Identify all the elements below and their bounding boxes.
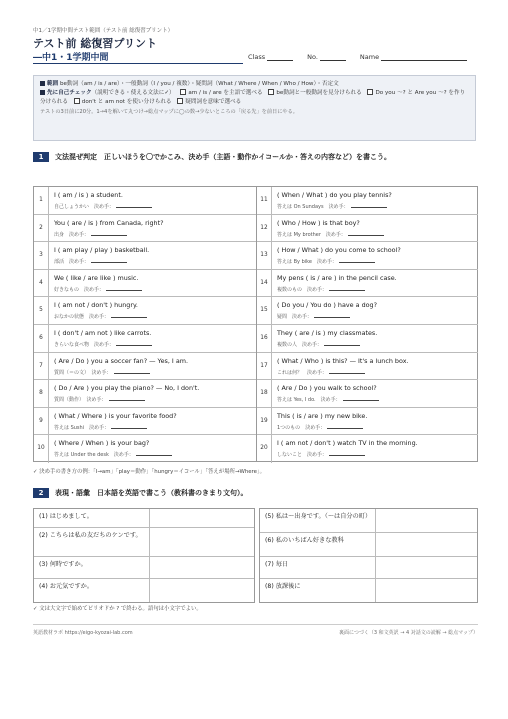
question-hint (277, 451, 365, 458)
question-row (257, 215, 478, 243)
vocab-answer-box[interactable] (375, 533, 477, 556)
vocab-answer-box[interactable] (149, 528, 254, 556)
answer-blank[interactable] (114, 369, 150, 374)
question-row (34, 270, 256, 298)
scope-text: be動詞（am / is / are）・一般動詞（I / you / 複数）・疑問詞（What / Where / When / Who / How）・否定文 (59, 81, 339, 87)
check-item: am / is / are を主語で選べる (188, 90, 263, 97)
vocab-row (260, 533, 477, 557)
page-subtitle: ―中1・1学期中間 (33, 53, 109, 63)
hint-text: 疑問 (277, 314, 288, 321)
footer-site: 英語教材ラボ https://eigo-kyozai-lab.com (33, 630, 133, 636)
hint-text: しないこと (277, 452, 303, 459)
question-row (34, 215, 256, 243)
answer-blank[interactable] (91, 258, 127, 263)
hint-label: 決め手： (91, 369, 112, 376)
question-text[interactable]: This ( is / are ) my new bike. (277, 411, 368, 420)
question-row (257, 435, 478, 463)
number-field[interactable] (307, 53, 346, 61)
number-blank[interactable] (320, 55, 346, 61)
question-hint (54, 203, 152, 210)
question-number: 5 (34, 297, 49, 324)
checkbox-icon[interactable] (74, 98, 80, 104)
class-field[interactable] (248, 53, 293, 61)
checkbox-icon[interactable] (367, 89, 373, 95)
answer-blank[interactable] (106, 286, 142, 291)
question-row (257, 325, 478, 353)
question-number: 16 (257, 325, 272, 352)
question-hint (277, 313, 350, 320)
question-row (257, 408, 478, 436)
name-field[interactable] (360, 53, 467, 61)
answer-blank[interactable] (339, 258, 375, 263)
question-number: 2 (34, 215, 49, 242)
hint-label: 決め手： (305, 424, 326, 431)
question-text[interactable]: I ( am not / don't ) hungry. (54, 301, 138, 310)
question-hint (54, 424, 147, 431)
vocab-answer-box[interactable] (149, 509, 254, 527)
section-1-heading (33, 152, 478, 162)
question-hint (277, 341, 360, 348)
hint-text: 部活 (54, 259, 65, 266)
question-number: 6 (34, 325, 49, 352)
hint-label: 決め手： (320, 397, 341, 404)
question-text[interactable]: ( What / Where ) is your favorite food? (54, 411, 177, 420)
question-row (34, 380, 256, 408)
question-number: 4 (34, 270, 49, 297)
question-hint (277, 231, 384, 238)
vocab-answer-box[interactable] (375, 557, 477, 578)
hint-text: 自己しょうかい (54, 204, 90, 210)
question-number: 7 (34, 353, 49, 380)
question-text[interactable]: ( Do you / You do ) have a dog? (277, 301, 377, 310)
answer-blank[interactable] (116, 341, 152, 346)
hint-text: 好きなもの (54, 286, 80, 293)
question-hint (277, 369, 365, 376)
answer-blank[interactable] (111, 313, 147, 318)
hint-text: 答えは By bike (277, 259, 312, 266)
hint-label: 決め手： (89, 314, 110, 321)
question-text[interactable]: ( Are / Do ) you a soccer fan? — Yes, I am. (54, 356, 189, 365)
question-number: 17 (257, 353, 272, 380)
question-row (257, 380, 478, 408)
vocab-row (260, 579, 477, 602)
question-number: 14 (257, 270, 272, 297)
vocab-prompt: (3) 何時ですか。 (39, 561, 87, 568)
class-label: Class (248, 53, 266, 61)
checkbox-icon[interactable] (180, 89, 186, 95)
info-box (33, 75, 476, 141)
vocab-prompt: (4) お元気ですか。 (39, 583, 94, 590)
section-number-badge: 2 (33, 488, 49, 498)
question-number: 18 (257, 380, 272, 407)
self-check-label: 先に自己チェック (47, 90, 92, 97)
vocab-prompt: (2) こちらは私の友だちのケンです。 (39, 532, 142, 539)
question-hint (54, 313, 147, 320)
question-hint (54, 231, 127, 238)
check-item: Do you ～? と Are you ～? を作り分けられる (40, 90, 466, 106)
question-text[interactable]: You ( are / is ) from Canada, right? (54, 218, 164, 227)
scope-label: 範囲 (47, 81, 59, 87)
hint-text: おなかの状態 (54, 314, 85, 321)
question-column-right (256, 187, 478, 461)
question-text[interactable]: ( What / Who ) is this? — It's a lunch box. (277, 356, 409, 365)
hint-label: 決め手： (302, 342, 323, 348)
hint-text: 答えは On Sundays (277, 204, 324, 210)
top-note: 中1／1学期中間テスト範囲（テスト前 総復習プリント） (33, 28, 174, 34)
answer-blank[interactable] (329, 369, 365, 374)
vocab-prompt: (7) 毎日 (265, 561, 289, 568)
question-hint (54, 451, 172, 458)
hint-text: 答えは My brother (277, 231, 321, 238)
answer-blank[interactable] (111, 424, 147, 429)
vocab-grid (33, 508, 478, 603)
section-2-title: 表現・語彙 日本語を英語で書こう（教科書のきまり文句）。 (55, 489, 248, 497)
vocab-prompt: (8) 放課後に (265, 583, 301, 590)
answer-blank[interactable] (109, 396, 145, 401)
section-1-title: 文法混ぜ判定 正しいほうを〇でかこみ、決め手（主語・動作かイコールか・答えの内容など）を書こう。 (55, 153, 391, 161)
hint-label: 決め手： (69, 231, 90, 238)
check-item: don't と am not を使い分けられる (81, 99, 172, 106)
hint-text: 複数の人 (277, 342, 298, 348)
hint-text: 答えは Yes, I do. (277, 397, 316, 404)
question-hint (54, 369, 150, 376)
question-row (34, 325, 256, 353)
hint-label: 決め手： (69, 259, 90, 266)
question-text[interactable]: I ( am not / don't ) watch TV in the morning. (277, 439, 418, 448)
section-1-note: ✓ 決め手の書き方の例：「I→am」「play＝動作」「hungry＝イコール」「答えが場所→Where」。 (33, 469, 266, 475)
hint-label: 決め手： (86, 397, 107, 404)
question-number: 3 (34, 242, 49, 269)
check-item: be動詞と一般動詞を見分けられる (276, 90, 362, 97)
question-number: 12 (257, 215, 272, 242)
checkbox-icon[interactable] (268, 89, 274, 95)
question-number: 11 (257, 187, 272, 214)
section-2-heading (33, 488, 248, 498)
question-row (34, 297, 256, 325)
question-text[interactable]: ( Are / Do ) you walk to school? (277, 384, 377, 393)
hint-text: 複数のもの (277, 286, 303, 293)
vocab-column-right (259, 508, 478, 603)
question-text[interactable]: ( Who / How ) is that boy? (277, 218, 360, 227)
question-number: 20 (257, 435, 272, 463)
question-hint (277, 258, 375, 265)
vocab-answer-box[interactable] (149, 557, 254, 578)
question-hint (277, 203, 387, 210)
hint-text: 質問（＝の文） (54, 369, 87, 376)
vocab-row (34, 528, 254, 557)
answer-blank[interactable] (91, 231, 127, 236)
question-row (257, 270, 478, 298)
question-number: 9 (34, 408, 49, 435)
answer-blank[interactable] (351, 203, 387, 208)
vocab-row (260, 509, 477, 533)
answer-blank[interactable] (136, 451, 172, 456)
hint-text: これは何？ (277, 369, 303, 376)
question-number: 15 (257, 297, 272, 324)
square-bullet-icon (40, 81, 45, 86)
vocab-row (260, 557, 477, 579)
vocab-answer-box[interactable] (375, 509, 477, 532)
number-label: No. (307, 53, 318, 61)
vocab-row (34, 557, 254, 579)
question-hint (54, 341, 152, 348)
question-row (257, 242, 478, 270)
question-hint (277, 424, 363, 431)
question-text[interactable]: ( When / What ) do you play tennis? (277, 191, 392, 199)
question-text[interactable]: ( Do / Are ) you play the piano? — No, I don't. (54, 384, 200, 393)
hint-text: 答えは Sushi (54, 424, 85, 431)
question-text[interactable]: We ( like / are like ) music. (54, 273, 139, 282)
question-row (34, 187, 256, 215)
hint-text: 答えは Under the desk (54, 452, 109, 459)
vocab-prompt: (5) 私は～出身です。（～は自分の町） (265, 513, 372, 520)
question-row (257, 187, 478, 215)
hint-text: きらいな食べ物 (54, 342, 90, 348)
square-bullet-icon (40, 90, 45, 95)
vocab-row (34, 509, 254, 528)
hint-label: 決め手： (94, 204, 115, 210)
answer-blank[interactable] (314, 313, 350, 318)
question-row (257, 297, 478, 325)
hint-label: 決め手： (113, 452, 134, 459)
hint-label: 決め手： (89, 424, 110, 431)
question-row (34, 242, 256, 270)
answer-blank[interactable] (116, 203, 152, 208)
hint-label: 決め手： (307, 286, 328, 293)
vocab-answer-box[interactable] (149, 579, 254, 602)
self-check-line (40, 89, 469, 107)
info-footnote: テストの3日前に20分。1→4を解いて丸つけ→総点マップに◯の数→少ないところの「戻る先」を前日にやる。 (40, 108, 298, 115)
question-number: 13 (257, 242, 272, 269)
question-row (257, 353, 478, 381)
question-hint (54, 258, 127, 265)
hint-label: 決め手： (307, 452, 328, 459)
hint-label: 決め手： (325, 231, 346, 238)
question-text[interactable]: ( How / What ) do you come to school? (277, 246, 401, 255)
section-2-note: ✓ 文は大文字で始めてピリオドか ? で終わる。語句は小文字でよい。 (33, 606, 202, 612)
hint-label: 決め手： (316, 259, 337, 266)
question-row (34, 353, 256, 381)
hint-label: 決め手： (307, 369, 328, 376)
answer-blank[interactable] (327, 424, 363, 429)
self-check-instruction: （説明できる・使える文法に✓） (91, 90, 175, 97)
question-number: 10 (34, 435, 49, 463)
grammar-question-grid (33, 186, 478, 462)
hint-label: 決め手： (84, 286, 105, 293)
answer-blank[interactable] (329, 451, 365, 456)
hint-label: 決め手： (328, 204, 349, 210)
answer-blank[interactable] (343, 396, 379, 401)
vocab-answer-box[interactable] (375, 579, 477, 602)
vocab-column-left (33, 508, 255, 603)
hint-label: 決め手： (94, 342, 115, 348)
answer-blank[interactable] (324, 341, 360, 346)
checkbox-icon[interactable] (177, 98, 183, 104)
vocab-row (34, 579, 254, 602)
hint-text: 1つのもの (277, 424, 301, 431)
question-column-left (34, 187, 256, 461)
question-hint (277, 396, 379, 403)
question-number: 19 (257, 408, 272, 435)
section-number-badge: 1 (33, 152, 49, 162)
question-number: 8 (34, 380, 49, 407)
name-fields (248, 53, 467, 61)
name-label: Name (359, 53, 380, 61)
hint-label: 決め手： (292, 314, 313, 321)
question-text[interactable]: They ( are / is ) my classmates. (277, 329, 378, 337)
question-hint (54, 396, 145, 403)
class-blank[interactable] (267, 55, 293, 61)
page-title: テスト前 総復習プリント (33, 37, 157, 50)
hint-text: 出身 (54, 231, 65, 238)
question-text[interactable]: I ( am / is ) a student. (54, 191, 123, 199)
check-item: 疑問詞を意味で選べる (185, 99, 242, 106)
page-footer (33, 624, 478, 636)
question-row (34, 408, 256, 436)
question-number: 1 (34, 187, 49, 214)
footer-continuation: 裏面につづく（3 和文英訳 → 4 対話文の読解 → 総点マップ） (338, 630, 478, 636)
question-text[interactable]: ( Where / When ) is your bag? (54, 439, 150, 448)
vocab-prompt: (1) はじめまして。 (39, 513, 93, 520)
answer-blank[interactable] (348, 231, 384, 236)
scope-line (40, 80, 469, 89)
vocab-prompt: (6) 私のいちばん好きな教科 (265, 537, 344, 544)
name-blank[interactable] (381, 55, 467, 61)
question-text[interactable]: I ( am play / play ) basketball. (54, 246, 150, 255)
question-hint (277, 286, 365, 293)
question-text[interactable]: I ( don't / am not ) like carrots. (54, 329, 152, 337)
question-row (34, 435, 256, 463)
title-underline (33, 63, 243, 64)
question-text[interactable]: My pens ( is / are ) in the pencil case. (277, 273, 397, 282)
question-hint (54, 286, 142, 293)
hint-text: 質問（動作） (54, 397, 82, 404)
answer-blank[interactable] (329, 286, 365, 291)
